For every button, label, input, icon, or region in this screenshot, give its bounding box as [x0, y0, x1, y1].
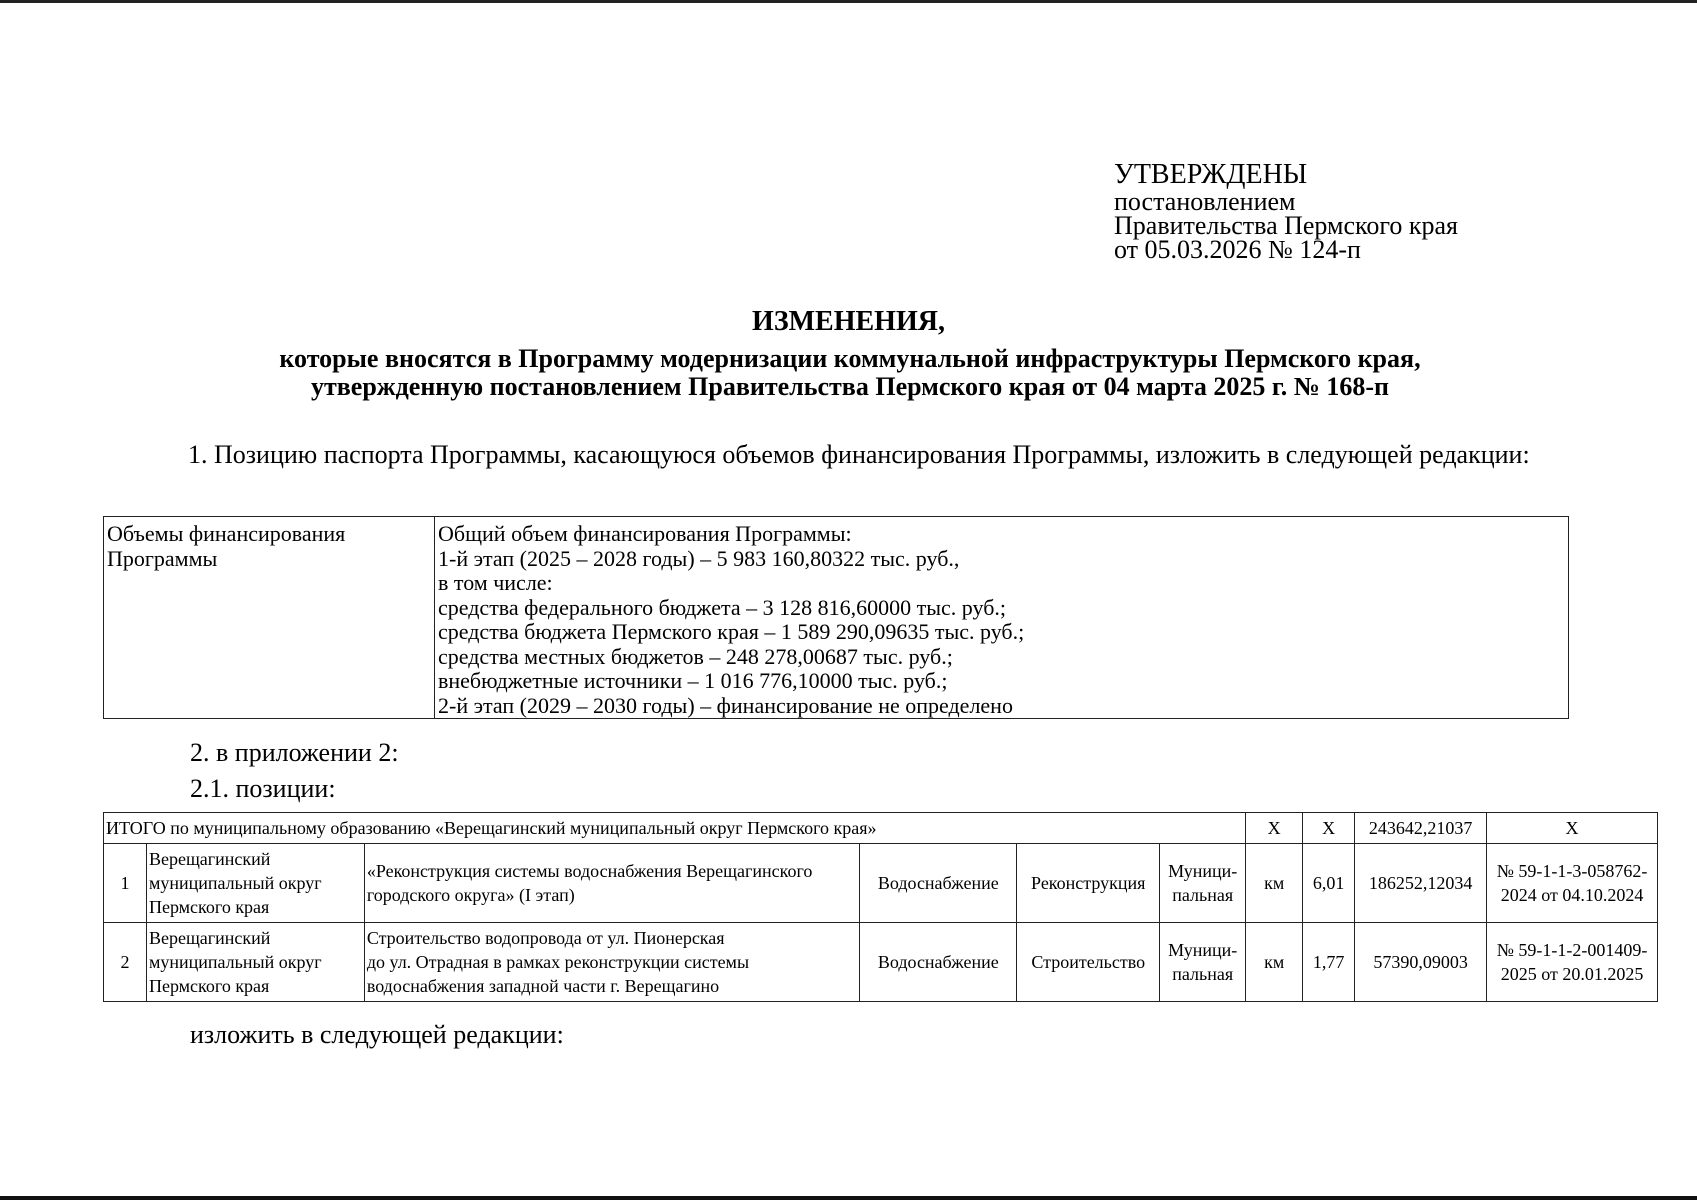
doc-line: 2025 от 20.01.2025: [1500, 964, 1644, 984]
object-line: Строительство водопровода от ул. Пионерская: [366, 928, 725, 948]
paragraph-3: изложить в следующей редакции:: [190, 1020, 564, 1049]
type-cell: Водоснабжение: [860, 923, 1017, 1002]
approval-head: УТВЕРЖДЕНЫ: [1114, 159, 1308, 190]
length-cell: 1,77: [1303, 923, 1355, 1002]
row-number: 1: [104, 844, 147, 923]
type-cell: Водоснабжение: [860, 844, 1017, 923]
object-line: водоснабжения западной части г. Верещагино: [366, 976, 720, 996]
financing-row: [104, 517, 1569, 719]
document-title: ИЗМЕНЕНИЯ,: [752, 306, 945, 337]
financing-label-cell: [104, 517, 435, 719]
itogo-x-cell: Х: [1303, 813, 1355, 844]
work-cell: Строительство: [1017, 923, 1160, 1002]
object-line: «Реконструкция системы водоснабжения Верещагинского: [366, 861, 813, 881]
length-cell: 6,01: [1303, 844, 1355, 923]
ownership-cell: [1160, 923, 1246, 1002]
itogo-row: [104, 813, 1658, 844]
doc-line: 2024 от 04.10.2024: [1500, 885, 1644, 905]
municipality-line: Пермского края: [148, 897, 270, 917]
table-row: [104, 923, 1658, 1002]
municipality-cell: [146, 844, 364, 923]
object-line: до ул. Отрадная в рамках реконструкции системы: [366, 952, 750, 972]
financing-line: в том числе:: [438, 570, 553, 595]
page-edge-bottom: [0, 1196, 1697, 1200]
itogo-x-cell: Х: [1246, 813, 1303, 844]
table-row: [104, 844, 1658, 923]
positions-table: [103, 812, 1658, 1002]
itogo-label: ИТОГО по муниципальному образованию «Верещагинский муниципальный округ Пермского края»: [104, 813, 1246, 844]
financing-table: [103, 516, 1569, 719]
financing-label-line: Программы: [107, 545, 218, 571]
subtitle-line: которые вносятся в Программу модернизации коммунальной инфраструктуры Пермского края,: [279, 344, 1421, 373]
approval-line: Правительства Пермского края: [1114, 211, 1458, 240]
municipality-line: муниципальный округ: [148, 873, 322, 893]
financing-label-line: Объемы финансирования: [107, 521, 346, 546]
financing-line: средства бюджета Пермского края – 1 589 290,09635 тыс. руб.;: [438, 619, 1025, 644]
itogo-sum: 243642,21037: [1355, 813, 1487, 844]
document-subtitle: [200, 345, 1500, 401]
ownership-line: пальная: [1172, 885, 1234, 905]
doc-line: № 59-1-1-3-058762-: [1496, 861, 1648, 881]
ownership-cell: [1160, 844, 1246, 923]
paragraph-2-1: 2.1. позиции:: [190, 774, 336, 803]
page-edge-top: [0, 0, 1697, 3]
unit-cell: км: [1246, 923, 1303, 1002]
paragraph-1: 1. Позицию паспорта Программы, касающуюся объемов финансирования Программы, изложить в следующей редакции:: [188, 440, 1530, 469]
object-line: городского округа» (I этап): [366, 885, 575, 905]
unit-cell: км: [1246, 844, 1303, 923]
financing-line: 1-й этап (2025 – 2028 годы) – 5 983 160,80322 тыс. руб.,: [438, 545, 960, 571]
approval-line: от 05.03.2026 № 124-п: [1114, 235, 1361, 264]
financing-line: Общий объем финансирования Программы:: [438, 521, 852, 546]
approval-line: постановлением: [1114, 187, 1296, 216]
approval-stamp: [1114, 160, 1458, 262]
amount-cell: 57390,09003: [1355, 923, 1487, 1002]
subtitle-line: утвержденную постановлением Правительства Пермского края от 04 марта 2025 г. № 168-п: [310, 372, 1390, 401]
object-cell: [364, 844, 859, 923]
doc-cell: [1487, 844, 1658, 923]
municipality-line: муниципальный округ: [148, 952, 322, 972]
financing-line: средства федерального бюджета – 3 128 816,60000 тыс. руб.;: [438, 594, 1006, 620]
ownership-line: Муници-: [1168, 861, 1238, 881]
financing-line: 2-й этап (2029 – 2030 годы) – финансирование не определено: [438, 692, 1013, 718]
doc-cell: [1487, 923, 1658, 1002]
row-number: 2: [104, 923, 147, 1002]
municipality-line: Верещагинский: [148, 849, 271, 869]
ownership-line: Муници-: [1168, 940, 1238, 960]
financing-line: средства местных бюджетов – 248 278,00687 тыс. руб.;: [438, 643, 953, 669]
financing-value-cell: [435, 517, 1569, 719]
amount-cell: 186252,12034: [1355, 844, 1487, 923]
object-cell: [364, 923, 859, 1002]
municipality-line: Пермского края: [148, 976, 270, 996]
doc-line: № 59-1-1-2-001409-: [1496, 940, 1648, 960]
municipality-line: Верещагинский: [148, 928, 271, 948]
work-cell: Реконструкция: [1017, 844, 1160, 923]
financing-line: внебюджетные источники – 1 016 776,10000 тыс. руб.;: [438, 668, 948, 693]
municipality-cell: [146, 923, 364, 1002]
itogo-x-cell: Х: [1487, 813, 1658, 844]
ownership-line: пальная: [1172, 964, 1234, 984]
paragraph-2: 2. в приложении 2:: [190, 738, 399, 767]
